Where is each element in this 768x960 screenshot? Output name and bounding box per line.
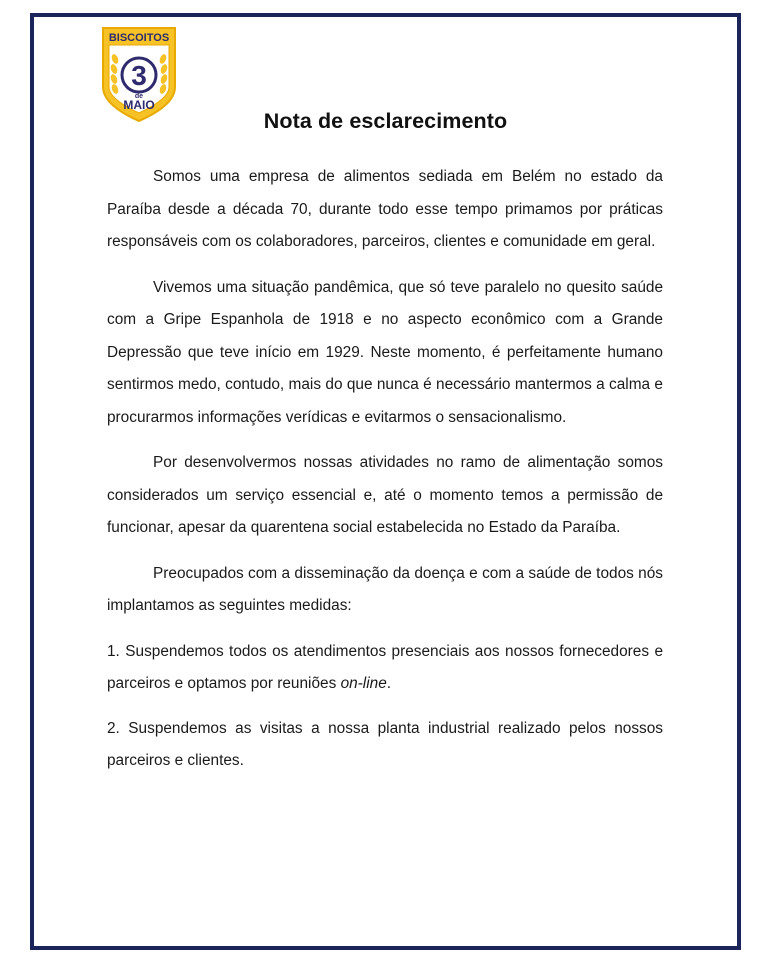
document-frame xyxy=(30,13,741,950)
list-item-tail: . xyxy=(386,675,392,692)
list-item xyxy=(107,636,663,701)
list-item: 2. Suspendemos as visitas a nossa planta industrial realizado pelos nossos parceiros e clientes. xyxy=(107,719,663,769)
paragraph-pandemic: Vivemos uma situação pandêmica, que só teve paralelo no quesito saúde com a Gripe Espanhola de 1918 e no aspecto econômico com a Grande Depressão que teve início em 1929. Neste momento, é perfeitamente humano sentirmos medo, contudo, mais do que nunca é necessário mantermos a calma e procurarmos informações verídicas e evitarmos o sensacionalismo. xyxy=(107,278,663,426)
paragraph-measures-intro: Preocupados com a disseminação da doença e com a saúde de todos nós implantamos as seguintes medidas: xyxy=(107,564,663,614)
list-item-text: 1. Suspendemos todos os atendimentos presenciais aos nossos fornecedores e parceiros e optamos por reuniões xyxy=(107,642,663,692)
paragraph-essential-service: Por desenvolvermos nossas atividades no ramo de alimentação somos considerados um serviço essencial e, até o momento temos a permissão de funcionar, apesar da quarentena social estabelecida no Estado da Paraíba. xyxy=(107,454,663,536)
paragraph-intro: Somos uma empresa de alimentos sediada em Belém no estado da Paraíba desde a década 70, durante todo esse tempo primamos por práticas responsáveis com os colaboradores, parceiros, clientes e comunidade em geral. xyxy=(107,168,663,250)
page-title: Nota de esclarecimento xyxy=(263,109,508,133)
logo-number: 3 xyxy=(131,60,147,91)
document-body xyxy=(107,161,663,790)
logo-bottom-text: MAIO xyxy=(123,98,155,112)
list-item-italic: on-line xyxy=(340,675,387,692)
logo-top-text: BISCOITOS xyxy=(108,32,170,44)
logo-small-text: de xyxy=(134,93,144,100)
